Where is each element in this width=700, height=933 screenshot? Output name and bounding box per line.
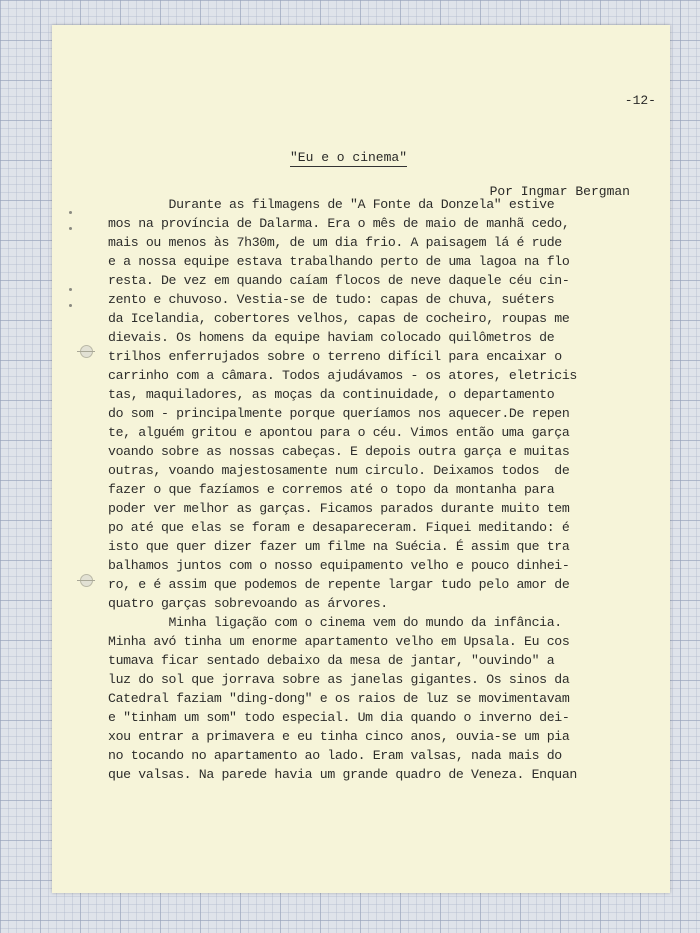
text-line: fazer o que fazíamos e corremos até o topo da montanha para bbox=[108, 482, 555, 497]
title-text: "Eu e o cinema" bbox=[289, 150, 408, 165]
text-line: da Icelandia, cobertores velhos, capas de cocheiro, roupas me bbox=[108, 311, 570, 326]
text-line: outras, voando majestosamente num circulo. Deixamos todos de bbox=[108, 463, 570, 478]
margin-mark bbox=[69, 211, 72, 214]
text-line: resta. De vez em quando caíam flocos de neve daquele céu cin- bbox=[108, 273, 570, 288]
margin-mark bbox=[69, 288, 72, 291]
text-line: dievais. Os homens da equipe haviam colocado quilômetros de bbox=[108, 330, 555, 345]
margin-mark bbox=[69, 304, 72, 307]
text-line: quatro garças sobrevoando as árvores. bbox=[108, 596, 388, 611]
text-line: balhamos juntos com o nosso equipamento velho e pouco dinhei- bbox=[108, 558, 570, 573]
text-line: voando sobre as nossas cabeças. E depois outra garça e muitas bbox=[108, 444, 570, 459]
text-line: xou entrar a primavera e eu tinha cinco anos, ouvia-se um pia bbox=[108, 729, 570, 744]
text-line: Durante as filmagens de "A Fonte da Donzela" estive bbox=[108, 197, 555, 212]
text-line: que valsas. Na parede havia um grande quadro de Veneza. Enquan bbox=[108, 767, 577, 782]
text-line: Minha avó tinha um enorme apartamento velho em Upsala. Eu cos bbox=[108, 634, 570, 649]
document-title bbox=[52, 150, 670, 165]
body-text bbox=[108, 195, 608, 784]
punch-hole bbox=[80, 345, 93, 358]
text-line: zento e chuvoso. Vestia-se de tudo: capas de chuva, suéters bbox=[108, 292, 555, 307]
text-line: do som - principalmente porque queríamos nos aquecer.De repen bbox=[108, 406, 570, 421]
text-line: Minha ligação com o cinema vem do mundo da infância. bbox=[108, 615, 562, 630]
text-line: e "tinham um som" todo especial. Um dia quando o inverno dei- bbox=[108, 710, 570, 725]
text-line: mais ou menos às 7h30m, de um dia frio. A paisagem lá é rude bbox=[108, 235, 562, 250]
text-line: tumava ficar sentado debaixo da mesa de jantar, "ouvindo" a bbox=[108, 653, 555, 668]
text-line: isto que quer dizer fazer um filme na Suécia. É assim que tra bbox=[108, 539, 570, 554]
text-line: no tocando no apartamento ao lado. Eram valsas, nada mais do bbox=[108, 748, 562, 763]
text-line: tas, maquiladores, as moças da continuidade, o departamento bbox=[108, 387, 555, 402]
text-line: carrinho com a câmara. Todos ajudávamos - os atores, eletricis bbox=[108, 368, 577, 383]
text-line: po até que elas se foram e desapareceram. Fiquei meditando: é bbox=[108, 520, 570, 535]
margin-mark bbox=[69, 227, 72, 230]
document-author: Por Ingmar Bergman bbox=[489, 184, 630, 199]
text-line: e a nossa equipe estava trabalhando perto de uma lagoa na flo bbox=[108, 254, 570, 269]
text-line: Catedral faziam "ding-dong" e os raios de luz se movimentavam bbox=[108, 691, 570, 706]
text-line: ro, e é assim que podemos de repente largar tudo pelo amor de bbox=[108, 577, 570, 592]
page-number: -12- bbox=[624, 93, 656, 108]
text-line: te, alguém gritou e apontou para o céu. Vimos então uma garça bbox=[108, 425, 570, 440]
text-line: luz do sol que jorrava sobre as janelas gigantes. Os sinos da bbox=[108, 672, 570, 687]
text-line: mos na província de Dalarma. Era o mês de maio de manhã cedo, bbox=[108, 216, 570, 231]
punch-hole bbox=[80, 574, 93, 587]
text-line: trilhos enferrujados sobre o terreno difícil para encaixar o bbox=[108, 349, 562, 364]
text-line: poder ver melhor as garças. Ficamos parados durante muito tem bbox=[108, 501, 570, 516]
